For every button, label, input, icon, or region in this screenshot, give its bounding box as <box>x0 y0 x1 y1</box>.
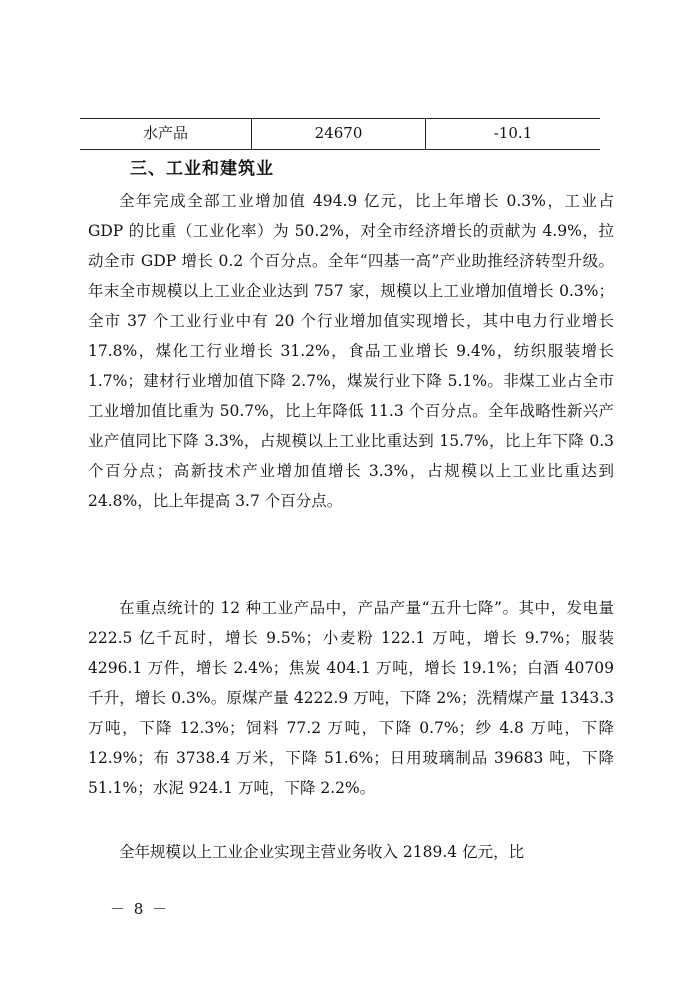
section-heading: 三、工业和建筑业 <box>130 159 274 179</box>
paragraph-revenue: 全年规模以上工业企业实现主营业务收入 2189.4 亿元，比 <box>119 843 525 861</box>
paragraph-industry-overview: 全年完成全部工业增加值 494.9 亿元，比上年增长 0.3%，工业占 GDP 的比重（工业化率）为 50.2%，对全市经济增长的贡献为 4.9%，拉动全市 GDP 增长 0.2 个百分点。全年“四基一高”产业助推经济转型升级。年末全市规模以上工业企业达到 757 家，规模以上工业增加值增长 0.3%；全市 37 个工业行业中有 20 个行业增加值实现增长，其中电力行业增长 17.8%，煤化工行业增长 31.2%，食品工业增长 9.4%，纺织服装增长 1.7%；建材行业增加值下降 2.7%，煤炭行业下降 5.1%。非煤工业占全市工业增加值比重为 50.7%，比上年降低 11.3 个百分点。全年战略性新兴产业产值同比下降 3.3%，占规模以上工业比重达到 15.7%，比上年下降 0.3 个百分点；高新技术产业增加值增长 3.3%，占规模以上工业比重达到 24.8%，比上年提高 3.7 个百分点。 <box>88 192 614 510</box>
page-number: － 8 － <box>110 900 170 918</box>
table-cell-product: 水产品 <box>80 119 252 149</box>
table-cell-change: -10.1 <box>493 124 533 142</box>
paragraph-industrial-products: 在重点统计的 12 种工业产品中，产品产量“五升七降”。其中，发电量 222.5 亿千瓦时，增长 9.5%；小麦粉 122.1 万吨，增长 9.7%；服装 4296.1 万件，增长 2.4%；焦炭 404.1 万吨，增长 19.1%；白酒 40709 千升，增长 0.3%。原煤产量 4222.9 万吨，下降 2%；洗精煤产量 1343.3 万吨，下降 12.3%；饲料 77.2 万吨，下降 0.7%；纱 4.8 万吨，下降 12.9%；布 3738.4 万米，下降 51.6%；日用玻璃制品 39683 吨，下降 51.1%；水泥 924.1 万吨，下降 2.2%。 <box>88 599 614 797</box>
table-row <box>80 118 600 150</box>
table-cell-value: 24670 <box>252 119 426 149</box>
